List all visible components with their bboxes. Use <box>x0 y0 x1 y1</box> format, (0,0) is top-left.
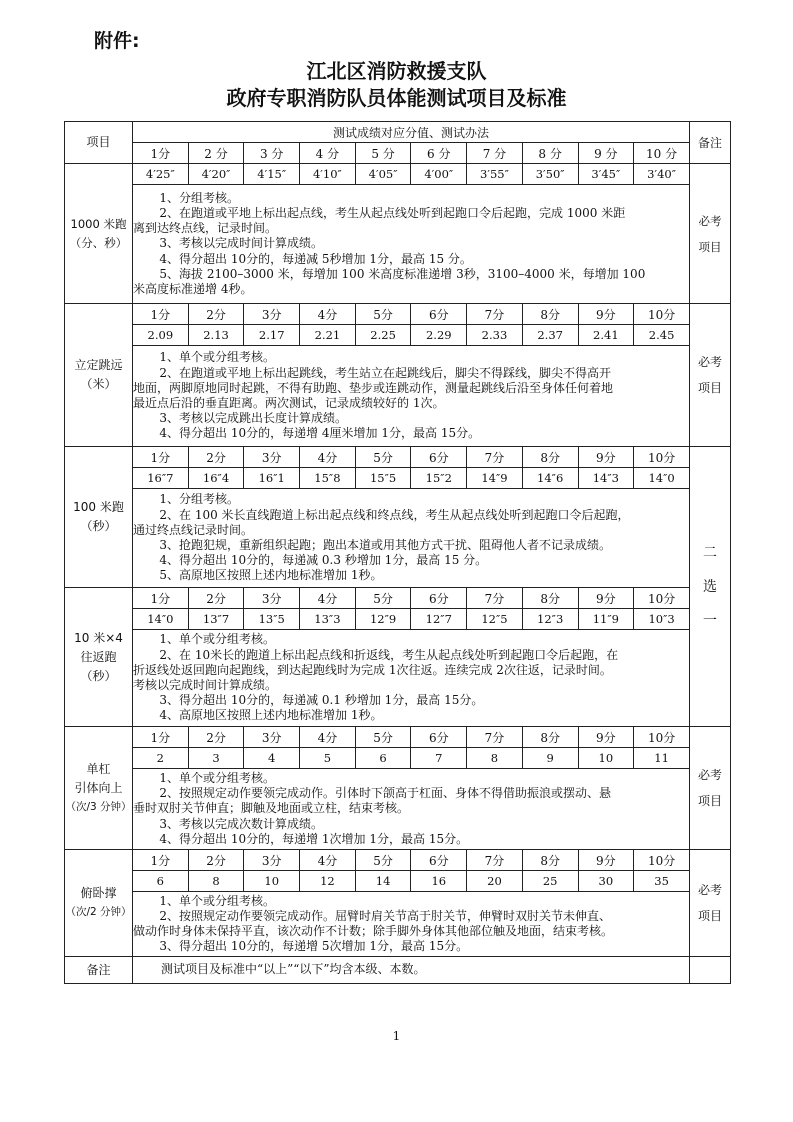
shuttle-name-line2: 往返跑 <box>80 649 117 664</box>
pushup-remark-line2: 项目 <box>698 909 723 923</box>
score-label: 7分 <box>467 588 523 609</box>
score-label: 1分 <box>133 143 189 164</box>
run100-value: 16″1 <box>244 468 300 489</box>
run100-name-line1: 100 米跑 <box>73 500 124 514</box>
longjump-value: 2.33 <box>467 325 523 346</box>
run100-value: 15″5 <box>355 468 411 489</box>
desc-line: 5、海拔 2100–3000 米，每增加 100 米高度标准递增 3秒，3100–4000 米，每增加 100 <box>159 266 646 281</box>
run1000-value: 4′10″ <box>300 164 356 185</box>
desc-line: 米高度标准递增 4秒。 <box>133 282 253 296</box>
score-label: 9 分 <box>578 143 634 164</box>
desc-line: 1、分组考核。 <box>159 492 240 507</box>
pushup-value: 12 <box>300 871 356 892</box>
run1000-desc-row <box>65 185 731 304</box>
shuttle-value: 13″7 <box>188 609 244 630</box>
score-label: 2 分 <box>188 143 244 164</box>
run1000-values-row <box>65 164 731 185</box>
choose-one-char: 一 <box>703 612 718 629</box>
pullup-desc <box>133 769 690 850</box>
desc-line: 地面，两脚原地同时起跳，不得有助跑、垫步或连跳动作，测量起跳线后沿至身体任何着地 <box>133 380 614 395</box>
desc-line: 2、按照规定动作要领完成动作。屈臂时肩关节高于肘关节，伸臂时双肘关节未伸直、 <box>159 908 612 923</box>
pushup-remark-line1: 必考 <box>698 883 723 897</box>
run1000-value: 4′05″ <box>355 164 411 185</box>
score-label: 10 分 <box>634 143 690 164</box>
desc-line: 3、得分超出 10分的，每递增 5次增加 1分，最高 15分。 <box>159 939 469 954</box>
run1000-remark-line2: 项目 <box>698 239 722 254</box>
score-label: 9分 <box>578 727 634 748</box>
desc-line: 2、按照规定动作要领完成动作。引体时下颌高于杠面、身体不得借助振浪或摆动、悬 <box>159 786 612 801</box>
header-item: 项目 <box>65 122 133 164</box>
desc-line: 垂时双肘关节伸直；脚触及地面或立柱，结束考核。 <box>133 801 410 816</box>
run100-value: 14″6 <box>522 468 578 489</box>
shuttle-value: 13″3 <box>300 609 356 630</box>
run1000-name-line2: （分、秒） <box>69 235 128 250</box>
longjump-value: 2.41 <box>578 325 634 346</box>
run1000-name <box>65 164 133 304</box>
shuttle-value: 11″9 <box>578 609 634 630</box>
score-label: 2分 <box>188 588 244 609</box>
score-label: 1分 <box>133 727 189 748</box>
desc-line: 折返线处返回跑向起跑线，到达起跑线时为完成 1次往返。连续完成 2次往返，记录时间。 <box>133 662 612 677</box>
run100-values-row <box>65 468 731 489</box>
shuttle-value: 12″7 <box>411 609 467 630</box>
pushup-name <box>65 850 133 957</box>
pullup-desc-row <box>65 769 731 850</box>
pullup-remark-line1: 必考 <box>698 768 723 782</box>
score-label: 4分 <box>300 727 356 748</box>
score-label: 4分 <box>300 850 356 871</box>
run100-value: 14″9 <box>467 468 523 489</box>
score-label: 4分 <box>300 304 356 325</box>
score-label: 7分 <box>467 447 523 468</box>
desc-line: 离到达终点线，记录时间。 <box>133 221 278 236</box>
longjump-desc <box>133 346 690 447</box>
score-label: 2分 <box>188 727 244 748</box>
score-label: 1分 <box>133 850 189 871</box>
pullup-value: 4 <box>244 748 300 769</box>
footer-empty-cell <box>690 957 731 984</box>
pushup-value: 20 <box>467 871 523 892</box>
attachment-label: 附件: <box>94 30 140 52</box>
desc-line: 2、在跑道或平地上标出起点线，考生从起点线处听到起跑口令后起跑，完成 1000 米距 <box>159 205 626 220</box>
score-label: 8分 <box>522 304 578 325</box>
longjump-remark <box>690 304 731 447</box>
score-label: 3分 <box>244 850 300 871</box>
score-label: 5分 <box>355 727 411 748</box>
score-label: 3分 <box>244 447 300 468</box>
pullup-value: 8 <box>467 748 523 769</box>
header-row <box>65 122 731 143</box>
longjump-remark-line1: 必考 <box>698 355 723 369</box>
desc-line: 5、高原地区按照上述内地标准增加 1秒。 <box>159 568 383 583</box>
score-label: 1分 <box>133 304 189 325</box>
score-label: 8分 <box>522 727 578 748</box>
desc-line: 3、抢跑犯规，重新组织起跑；跑出本道或用其他方式干扰、阻碍他人者不记录成绩。 <box>159 538 612 552</box>
score-label: 7分 <box>467 850 523 871</box>
score-label: 2分 <box>188 304 244 325</box>
longjump-score-row <box>65 304 731 325</box>
pullup-name-line1: 单杠 <box>86 761 111 776</box>
desc-line: 通过终点线记录时间。 <box>133 522 254 537</box>
score-label: 9分 <box>578 588 634 609</box>
pullup-name-line2: 引体向上 <box>74 780 123 795</box>
pushup-value: 35 <box>634 871 690 892</box>
pushup-value: 10 <box>244 871 300 892</box>
score-label: 4分 <box>300 447 356 468</box>
score-label: 10分 <box>634 447 690 468</box>
run100-value: 15″2 <box>411 468 467 489</box>
longjump-value: 2.29 <box>411 325 467 346</box>
shuttle-name-line1: 10 米×4 <box>74 630 123 645</box>
pushup-name-line2: （次/2 分钟） <box>65 906 132 918</box>
score-label: 4分 <box>300 588 356 609</box>
score-label: 3分 <box>244 727 300 748</box>
score-label: 10分 <box>634 304 690 325</box>
pushup-desc-row <box>65 892 731 957</box>
score-label: 9分 <box>578 447 634 468</box>
run100-name <box>65 447 133 588</box>
pullup-value: 9 <box>522 748 578 769</box>
score-label: 5分 <box>355 588 411 609</box>
doc-title-line2: 政府专职消防队员体能测试项目及标准 <box>226 86 567 110</box>
score-label: 5 分 <box>355 143 411 164</box>
score-label: 3 分 <box>244 143 300 164</box>
pullup-value: 6 <box>355 748 411 769</box>
choose-one-remark <box>690 447 731 727</box>
score-label: 4 分 <box>300 143 356 164</box>
pushup-value: 25 <box>522 871 578 892</box>
desc-line: 4、得分超出 10分的，每递减 0.3 秒增加 1分，最高 15 分。 <box>159 553 488 568</box>
pullup-value: 2 <box>133 748 189 769</box>
page-number: 1 <box>392 1029 401 1043</box>
pushup-value: 6 <box>133 871 189 892</box>
score-label: 9分 <box>578 304 634 325</box>
score-label: 10分 <box>634 850 690 871</box>
desc-line: 4、得分超出 10分的，每递减 5秒增加 1分，最高 15 分。 <box>159 251 472 266</box>
run100-desc-row <box>65 489 731 588</box>
longjump-value: 2.21 <box>300 325 356 346</box>
desc-line: 1、单个或分组考核。 <box>159 632 276 647</box>
run100-value: 16″4 <box>188 468 244 489</box>
footer-row <box>65 957 731 984</box>
run100-score-row <box>65 447 731 468</box>
run100-value: 14″3 <box>578 468 634 489</box>
score-label: 10分 <box>634 588 690 609</box>
pushup-value: 16 <box>411 871 467 892</box>
longjump-remark-line2: 项目 <box>698 381 723 395</box>
score-label: 2分 <box>188 850 244 871</box>
desc-line: 4、高原地区按照上述内地标准增加 1秒。 <box>159 708 383 723</box>
longjump-value: 2.13 <box>188 325 244 346</box>
desc-line: 1、分组考核。 <box>159 190 240 205</box>
score-label: 7 分 <box>467 143 523 164</box>
shuttle-value: 13″5 <box>244 609 300 630</box>
score-label: 8分 <box>522 447 578 468</box>
pushup-score-row <box>65 850 731 871</box>
shuttle-name <box>65 588 133 727</box>
desc-line: 最近点后沿的垂直距离。两次测试，记录成绩较好的 1次。 <box>133 396 445 410</box>
longjump-value: 2.17 <box>244 325 300 346</box>
run1000-desc <box>133 185 690 304</box>
pullup-value: 11 <box>634 748 690 769</box>
pushup-value: 14 <box>355 871 411 892</box>
score-label-row <box>65 143 731 164</box>
pullup-value: 7 <box>411 748 467 769</box>
pullup-remark-line2: 项目 <box>698 794 723 808</box>
run1000-remark <box>690 164 731 304</box>
score-label: 1分 <box>133 588 189 609</box>
longjump-value: 2.09 <box>133 325 189 346</box>
run1000-value: 4′20″ <box>188 164 244 185</box>
longjump-name <box>65 304 133 447</box>
pullup-score-row <box>65 727 731 748</box>
pushup-value: 30 <box>578 871 634 892</box>
pullup-name-line3: （次/3 分钟） <box>65 800 132 813</box>
score-label: 5分 <box>355 850 411 871</box>
pushup-name-line1: 俯卧撑 <box>80 886 117 900</box>
desc-line: 2、在 10米长的跑道上标出起点线和折返线，考生从起点线处听到起跑口令后起跑，在 <box>159 647 619 662</box>
longjump-value: 2.37 <box>522 325 578 346</box>
shuttle-score-row <box>65 588 731 609</box>
desc-line: 1、单个或分组考核。 <box>159 770 276 785</box>
shuttle-desc <box>133 630 690 727</box>
desc-line: 4、得分超出 10分的，每递增 1次增加 1分，最高 15分。 <box>159 831 469 846</box>
run100-value: 16″7 <box>133 468 189 489</box>
score-label: 6分 <box>411 447 467 468</box>
score-label: 6分 <box>411 588 467 609</box>
score-label: 7分 <box>467 304 523 325</box>
score-label: 5分 <box>355 304 411 325</box>
run1000-value: 4′25″ <box>133 164 189 185</box>
desc-line: 2、在 100 米长直线跑道上标出起点线和终点线，考生从起点线处听到起跑口令后起跑， <box>159 507 630 522</box>
run1000-value: 3′50″ <box>522 164 578 185</box>
score-label: 5分 <box>355 447 411 468</box>
pushup-desc <box>133 892 690 957</box>
score-label: 6分 <box>411 727 467 748</box>
score-label: 8分 <box>522 850 578 871</box>
longjump-name-line1: 立定跳远 <box>74 358 123 372</box>
longjump-name-line2: （米） <box>80 377 117 391</box>
score-label: 6分 <box>411 304 467 325</box>
desc-line: 做动作时身体未保持平直，该次动作不计数；除手脚外身体其他部位触及地面，结束考核。 <box>133 924 614 938</box>
run1000-value: 3′45″ <box>578 164 634 185</box>
choose-one-char: 二 <box>703 544 718 561</box>
score-label: 3分 <box>244 304 300 325</box>
desc-line: 3、考核以完成跳出长度计算成绩。 <box>159 411 348 426</box>
desc-line: 3、考核以完成时间计算成绩。 <box>159 236 324 251</box>
run100-value: 15″8 <box>300 468 356 489</box>
pullup-name <box>65 727 133 850</box>
pullup-value: 5 <box>300 748 356 769</box>
footer-text: 测试项目及标准中“以上”“以下”均含本级、本数。 <box>133 957 690 984</box>
choose-one-char: 选 <box>703 578 718 595</box>
score-label: 8 分 <box>522 143 578 164</box>
pullup-value: 3 <box>188 748 244 769</box>
longjump-value: 2.45 <box>634 325 690 346</box>
score-label: 9分 <box>578 850 634 871</box>
shuttle-name-line3: （秒） <box>80 668 117 683</box>
desc-line: 4、得分超出 10分的，每递增 4厘米增加 1分，最高 15分。 <box>159 426 481 441</box>
shuttle-values-row <box>65 609 731 630</box>
score-label: 2分 <box>188 447 244 468</box>
score-label: 6 分 <box>411 143 467 164</box>
shuttle-value: 12″3 <box>522 609 578 630</box>
pushup-value: 8 <box>188 871 244 892</box>
run100-desc <box>133 489 690 588</box>
score-label: 1分 <box>133 447 189 468</box>
doc-title-line1: 江北区消防救援支队 <box>306 59 487 83</box>
desc-line: 3、得分超出 10分的，每递减 0.1 秒增加 1分，最高 15分。 <box>159 693 484 708</box>
shuttle-desc-row <box>65 630 731 727</box>
shuttle-value: 12″5 <box>467 609 523 630</box>
score-label: 3分 <box>244 588 300 609</box>
run100-name-line2: （秒） <box>80 519 117 533</box>
pushup-remark <box>690 850 731 957</box>
run1000-name-line1: 1000 米跑 <box>70 216 127 231</box>
score-label: 7分 <box>467 727 523 748</box>
run1000-remark-line1: 必考 <box>698 213 722 228</box>
pullup-value: 10 <box>578 748 634 769</box>
shuttle-value: 14″0 <box>133 609 189 630</box>
desc-line: 考核以完成时间计算成绩。 <box>133 678 278 692</box>
desc-line: 2、在跑道或平地上标出起跳线，考生站立在起跳线后，脚尖不得踩线，脚尖不得高开 <box>159 365 612 380</box>
pushup-values-row <box>65 871 731 892</box>
header-scores-title: 测试成绩对应分值、测试办法 <box>133 122 690 143</box>
shuttle-value: 10″3 <box>634 609 690 630</box>
pullup-remark <box>690 727 731 850</box>
score-label: 8分 <box>522 588 578 609</box>
standards-table <box>64 121 731 984</box>
run1000-value: 4′00″ <box>411 164 467 185</box>
run1000-value: 4′15″ <box>244 164 300 185</box>
longjump-value: 2.25 <box>355 325 411 346</box>
pullup-values-row <box>65 748 731 769</box>
run100-value: 14″0 <box>634 468 690 489</box>
header-remark: 备注 <box>690 122 731 164</box>
longjump-values-row <box>65 325 731 346</box>
run1000-value: 3′40″ <box>634 164 690 185</box>
desc-line: 3、考核以完成次数计算成绩。 <box>159 816 324 831</box>
footer-label: 备注 <box>65 957 133 984</box>
score-label: 10分 <box>634 727 690 748</box>
desc-line: 1、单个或分组考核。 <box>159 893 276 908</box>
shuttle-value: 12″9 <box>355 609 411 630</box>
desc-line: 1、单个或分组考核。 <box>159 350 276 365</box>
run1000-value: 3′55″ <box>467 164 523 185</box>
longjump-desc-row <box>65 346 731 447</box>
score-label: 6分 <box>411 850 467 871</box>
